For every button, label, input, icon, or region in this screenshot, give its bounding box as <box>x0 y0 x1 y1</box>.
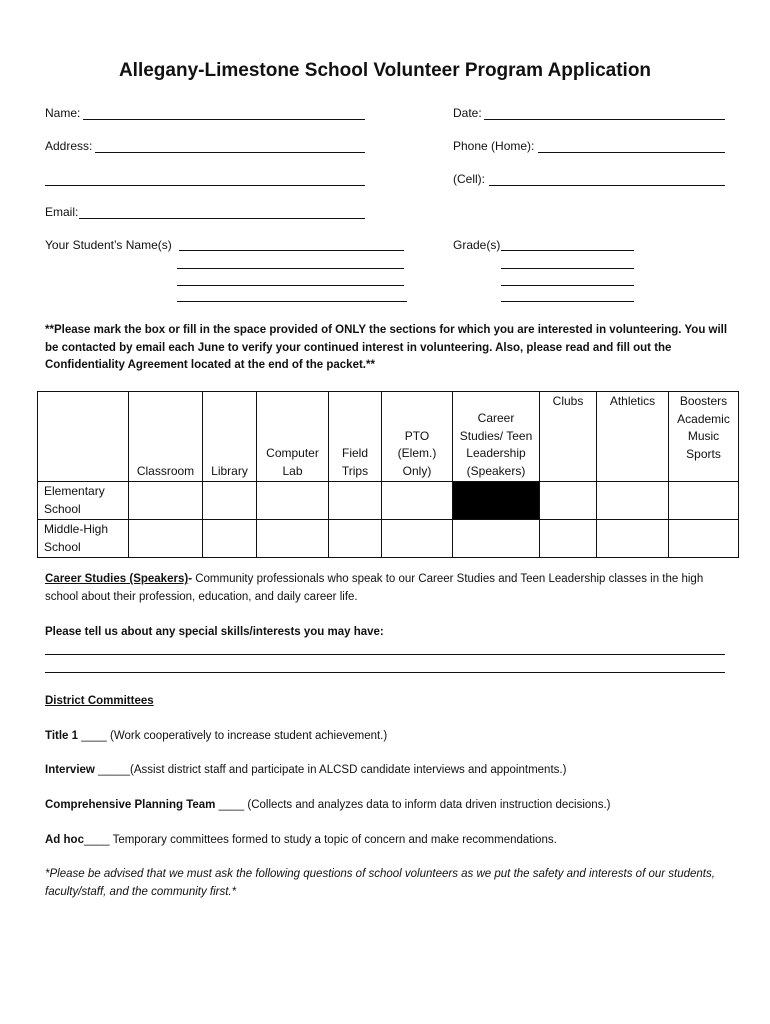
committee-name: Comprehensive Planning Team <box>45 799 216 811</box>
checkbox-cell[interactable] <box>597 482 669 520</box>
name-label: Name: <box>45 106 81 120</box>
student-name-field-2[interactable] <box>177 268 404 269</box>
skills-field-2[interactable] <box>45 672 725 673</box>
grade-field-2[interactable] <box>501 268 634 269</box>
column-header-computer-lab: Computer Lab <box>257 392 329 482</box>
skills-prompt: Please tell us about any special skills/interests you may have: <box>45 626 384 638</box>
checkbox-cell[interactable] <box>597 520 669 558</box>
checkbox-cell[interactable] <box>382 482 453 520</box>
committee-ad-hoc[interactable] <box>45 832 557 850</box>
unavailable-cell <box>453 482 540 520</box>
committee-title-1[interactable] <box>45 728 387 746</box>
checkbox-cell[interactable] <box>540 520 597 558</box>
name-field[interactable] <box>83 119 365 120</box>
district-committees-heading: District Committees <box>45 695 154 707</box>
column-header-library: Library <box>203 392 257 482</box>
career-studies-note <box>45 571 735 606</box>
column-header-classroom: Classroom <box>129 392 203 482</box>
checkbox-cell[interactable] <box>669 520 739 558</box>
row-label-middle-high: Middle-High School <box>38 520 129 558</box>
grade-field-1[interactable] <box>501 250 634 251</box>
email-field[interactable] <box>79 218 365 219</box>
checkbox-cell[interactable] <box>453 520 540 558</box>
address-field[interactable] <box>95 152 365 153</box>
checkbox-cell[interactable] <box>329 520 382 558</box>
address-label: Address: <box>45 139 93 153</box>
committee-blank: ____ <box>78 730 111 742</box>
column-header-pto: PTO (Elem.) Only) <box>382 392 453 482</box>
date-label: Date: <box>453 106 482 120</box>
checkbox-cell[interactable] <box>540 482 597 520</box>
committee-interview[interactable] <box>45 762 566 780</box>
student-name-field-4[interactable] <box>177 301 407 302</box>
phone-home-label: Phone (Home): <box>453 139 535 153</box>
column-header-athletics: Athletics <box>597 392 669 482</box>
checkbox-cell[interactable] <box>257 520 329 558</box>
table-corner-cell <box>38 392 129 482</box>
row-label-elementary: Elementary School <box>38 482 129 520</box>
checkbox-cell[interactable] <box>129 482 203 520</box>
checkbox-cell[interactable] <box>669 482 739 520</box>
career-studies-term: Career Studies (Speakers) <box>45 573 189 585</box>
grade-field-4[interactable] <box>501 301 634 302</box>
committee-desc: (Assist district staff and participate in ALCSD candidate interviews and appointments.) <box>130 764 567 776</box>
date-field[interactable] <box>484 119 725 120</box>
checkbox-cell[interactable] <box>382 520 453 558</box>
column-header-boosters: Boosters Academic Music Sports <box>669 392 739 482</box>
checkbox-cell[interactable] <box>203 482 257 520</box>
skills-field-1[interactable] <box>45 654 725 655</box>
career-studies-text: Community professionals who speak to our Career Studies and Teen Leadership classes in the high school about their profession, education, and daily career life. <box>45 573 704 603</box>
committee-name: Ad hoc <box>45 834 84 846</box>
committee-blank: ____ <box>83 834 113 846</box>
column-header-clubs: Clubs <box>540 392 597 482</box>
committee-blank: ____ <box>215 799 248 811</box>
cell-field[interactable] <box>489 185 725 186</box>
phone-home-field[interactable] <box>538 152 725 153</box>
instructions: **Please mark the box or fill in the space provided of ONLY the sections for which you are interested in volunteering. You will be contacted by email each June to verify your continued interest in volunteering. Also, please read and fill out the Confidentiality Agreement located at the end of the packet.** <box>45 324 728 371</box>
student-name-field-1[interactable] <box>179 250 404 251</box>
committee-desc: Temporary committees formed to study a topic of concern and make recommendations. <box>112 834 557 846</box>
students-label: Your Student’s Name(s) <box>45 238 172 252</box>
committee-comprehensive-planning[interactable] <box>45 797 610 815</box>
checkbox-cell[interactable] <box>203 520 257 558</box>
student-name-field-3[interactable] <box>177 285 404 286</box>
committee-blank: _____ <box>94 764 131 776</box>
cell-label: (Cell): <box>453 172 485 186</box>
grade-field-3[interactable] <box>501 285 634 286</box>
address-line-2-field[interactable] <box>45 185 365 186</box>
column-header-career-studies: Career Studies/ Teen Leadership (Speakers) <box>453 392 540 482</box>
committee-desc: (Collects and analyzes data to inform data driven instruction decisions.) <box>247 799 611 811</box>
advisory-note: *Please be advised that we must ask the following questions of school volunteers as we put the safety and interests of our students, faculty/staff, and the community first.* <box>45 868 715 898</box>
email-label: Email: <box>45 205 79 219</box>
career-studies-dash: - <box>188 573 193 585</box>
committee-name: Interview <box>45 764 95 776</box>
checkbox-cell[interactable] <box>129 520 203 558</box>
committee-desc: (Work cooperatively to increase student achievement.) <box>110 730 388 742</box>
grades-label: Grade(s) <box>453 238 501 252</box>
committee-name: Title 1 <box>45 730 79 742</box>
volunteer-areas-table <box>37 391 739 558</box>
page-title: Allegany-Limestone School Volunteer Program Application <box>118 60 652 81</box>
checkbox-cell[interactable] <box>257 482 329 520</box>
column-header-field-trips: Field Trips <box>329 392 382 482</box>
checkbox-cell[interactable] <box>329 482 382 520</box>
